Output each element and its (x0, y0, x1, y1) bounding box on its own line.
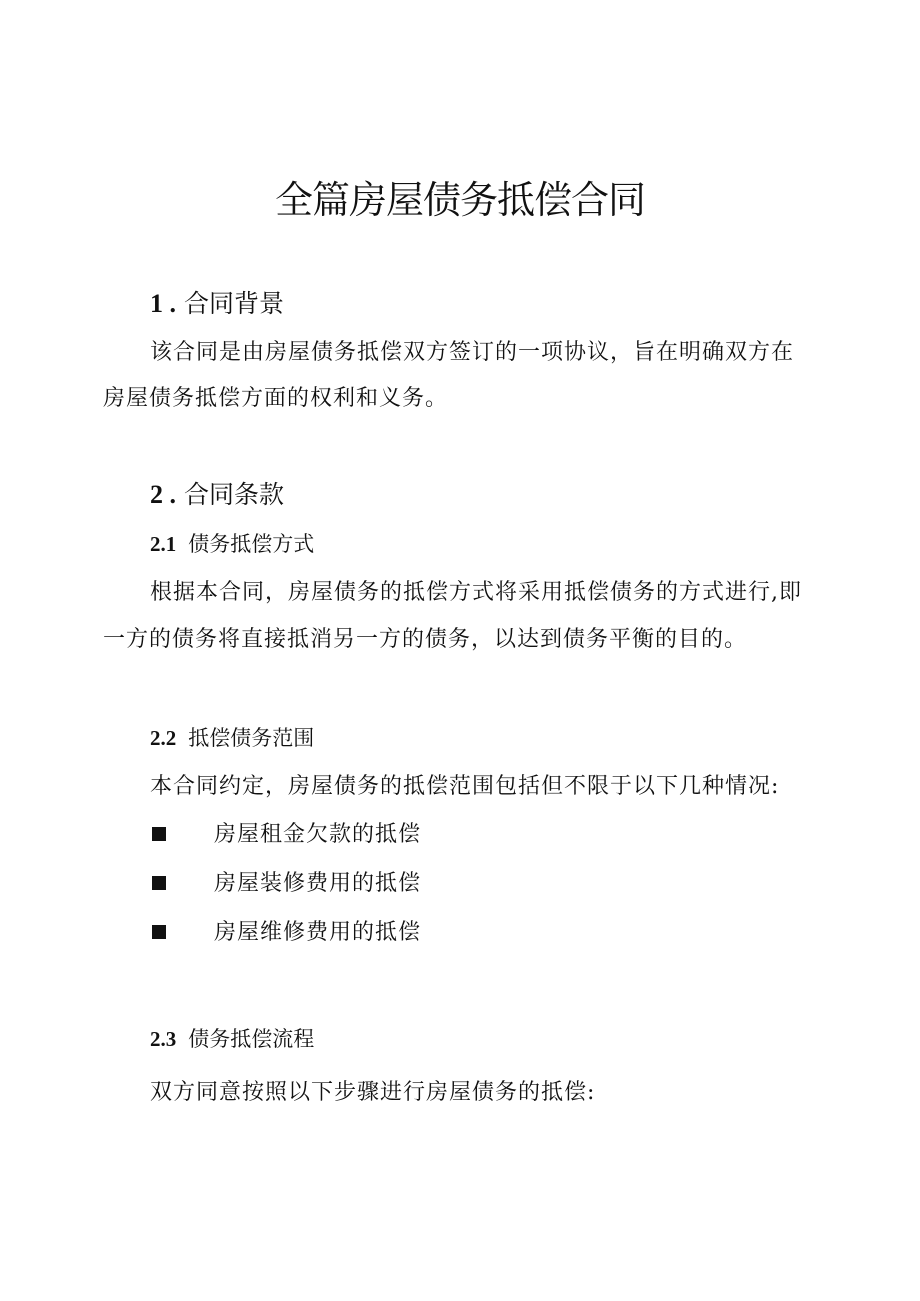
list-item-text: 房屋装修费用的抵偿 (214, 871, 422, 896)
section-2-title: 合同条款 (184, 480, 285, 509)
subsection-2-2-intro: 本合同约定，房屋债务的抵偿范围包括但不限于以下几种情况: (150, 774, 780, 799)
section-2-heading (150, 478, 284, 512)
section-2-number: 2 . (150, 480, 176, 509)
subsection-2-1-number: 2.1 (150, 532, 177, 556)
subsection-2-3-number: 2.3 (150, 1027, 177, 1051)
subsection-2-1-paragraph-line-1: 根据本合同，房屋债务的抵偿方式将采用抵偿债务的方式进行,即 (150, 580, 802, 605)
square-bullet-icon (152, 827, 166, 841)
section-1-title: 合同背景 (184, 289, 285, 318)
list-item-text: 房屋维修费用的抵偿 (214, 920, 422, 945)
section-1-paragraph-line-1: 该合同是由房屋债务抵偿双方签订的一项协议，旨在明确双方在 (150, 340, 795, 365)
subsection-2-3-intro: 双方同意按照以下步骤进行房屋债务的抵偿: (150, 1080, 596, 1105)
subsection-2-3-heading (150, 1024, 314, 1054)
section-1-number: 1 . (150, 289, 176, 318)
subsection-2-2-heading (150, 723, 314, 753)
square-bullet-icon (152, 876, 166, 890)
section-1-paragraph-line-2: 房屋债务抵偿方面的权利和义务。 (103, 386, 449, 411)
subsection-2-2-number: 2.2 (150, 726, 177, 750)
document-title: 全篇房屋债务抵偿合同 (274, 178, 645, 222)
subsection-2-3-title: 债务抵偿流程 (188, 1027, 315, 1051)
section-1-heading (150, 287, 284, 321)
subsection-2-2-title: 抵偿债务范围 (188, 726, 315, 750)
subsection-2-1-heading (150, 529, 314, 559)
list-item-text: 房屋租金欠款的抵偿 (214, 822, 422, 847)
square-bullet-icon (152, 925, 166, 939)
subsection-2-1-paragraph-line-2: 一方的债务将直接抵消另一方的债务，以达到债务平衡的目的。 (103, 627, 748, 652)
subsection-2-1-title: 债务抵偿方式 (188, 532, 315, 556)
